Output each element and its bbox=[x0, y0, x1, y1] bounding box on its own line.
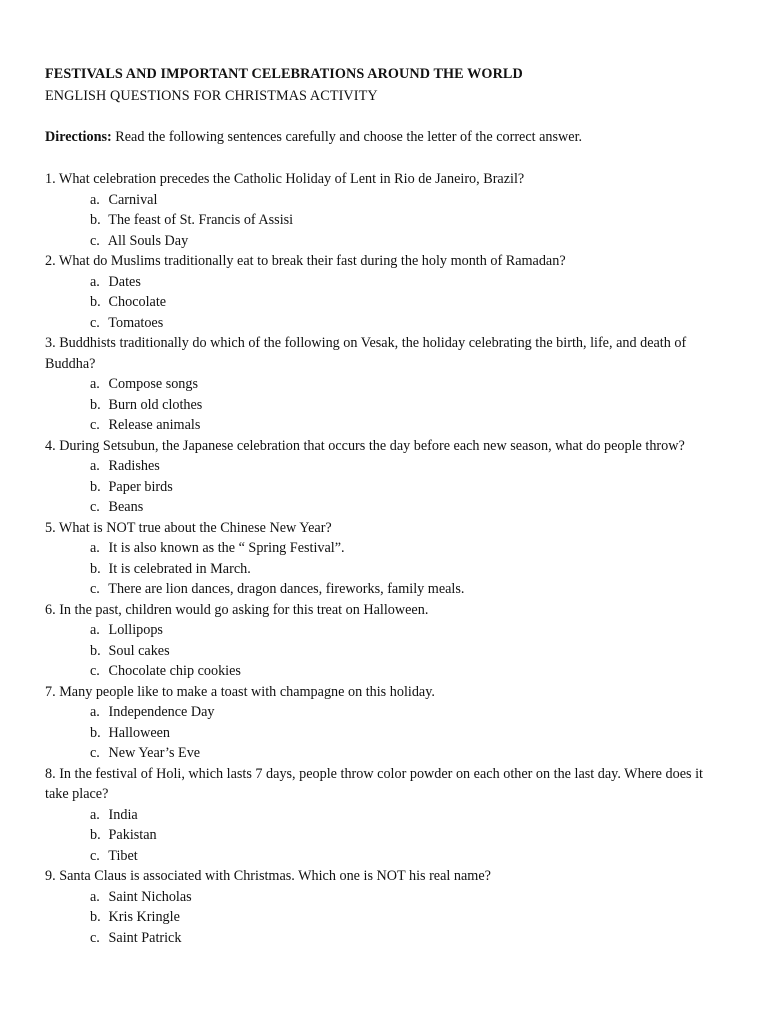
answer-option bbox=[90, 702, 720, 723]
option-text: The feast of St. Francis of Assisi bbox=[108, 212, 294, 228]
option-text: It is also known as the “ Spring Festival”. bbox=[108, 540, 345, 556]
option-text: There are lion dances, dragon dances, fireworks, family meals. bbox=[108, 581, 465, 597]
answer-options bbox=[45, 374, 720, 436]
option-text: Dates bbox=[108, 273, 141, 290]
option-letter: c. bbox=[90, 232, 100, 249]
question-text: 6. In the past, children would go asking for this treat on Halloween. bbox=[45, 601, 429, 618]
option-letter: b. bbox=[90, 294, 101, 310]
option-text: Lollipops bbox=[108, 622, 163, 638]
option-letter: b. bbox=[90, 212, 101, 228]
answer-options bbox=[45, 620, 720, 682]
option-text: Chocolate bbox=[108, 294, 167, 310]
question-9 bbox=[45, 866, 720, 948]
option-letter: b. bbox=[90, 827, 101, 843]
directions-label: Directions: bbox=[45, 129, 112, 145]
answer-options bbox=[45, 538, 720, 600]
question-text: 4. During Setsubun, the Japanese celebration that occurs the day before each new season, what do people throw? bbox=[45, 437, 685, 454]
question-text: 3. Buddhists traditionally do which of the following on Vesak, the holiday celebrating the birth, life, and death of Buddha? bbox=[45, 335, 687, 372]
option-text: Chocolate chip cookies bbox=[108, 663, 241, 679]
option-letter: b. bbox=[90, 396, 101, 413]
option-letter: c. bbox=[90, 499, 100, 515]
answer-option bbox=[90, 538, 720, 559]
option-text: All Souls Day bbox=[107, 232, 189, 249]
option-text: Pakistan bbox=[108, 827, 157, 843]
option-letter: c. bbox=[90, 745, 100, 761]
option-text: Tibet bbox=[108, 847, 138, 864]
answer-option bbox=[90, 723, 720, 744]
option-text: Tomatoes bbox=[108, 314, 164, 331]
option-letter: c. bbox=[90, 314, 100, 331]
option-text: It is celebrated in March. bbox=[108, 560, 251, 577]
option-letter: b. bbox=[90, 642, 101, 659]
answer-option bbox=[90, 210, 720, 231]
option-letter: a. bbox=[90, 888, 100, 905]
question-text: 1. What celebration precedes the Catholic Holiday of Lent in Rio de Janeiro, Brazil? bbox=[45, 171, 525, 187]
answer-option bbox=[90, 641, 720, 662]
answer-options bbox=[45, 805, 720, 867]
option-text: Independence Day bbox=[108, 704, 215, 720]
document-title: FESTIVALS AND IMPORTANT CELEBRATIONS AROUND THE WORLD bbox=[45, 66, 523, 82]
option-letter: b. bbox=[90, 478, 101, 495]
question-6 bbox=[45, 600, 720, 682]
answer-option bbox=[90, 661, 720, 682]
option-text: Carnival bbox=[108, 191, 158, 208]
option-text: Saint Nicholas bbox=[108, 888, 192, 905]
question-2 bbox=[45, 251, 720, 333]
answer-option bbox=[90, 415, 720, 436]
option-text: Saint Patrick bbox=[108, 929, 182, 946]
question-text: 2. What do Muslims traditionally eat to break their fast during the holy month of Ramadan? bbox=[45, 253, 566, 269]
option-text: Release animals bbox=[108, 417, 201, 433]
option-letter: a. bbox=[90, 191, 100, 208]
answer-option bbox=[90, 272, 720, 293]
option-letter: a. bbox=[90, 704, 100, 720]
answer-options bbox=[45, 702, 720, 764]
option-letter: c. bbox=[90, 847, 100, 864]
option-text: India bbox=[108, 806, 138, 823]
question-5 bbox=[45, 518, 720, 600]
option-letter: a. bbox=[90, 806, 100, 823]
answer-option bbox=[90, 579, 720, 600]
question-text: 5. What is NOT true about the Chinese New Year? bbox=[45, 519, 332, 536]
answer-options bbox=[45, 456, 720, 518]
option-text: Radishes bbox=[108, 458, 160, 474]
option-letter: b. bbox=[90, 560, 101, 577]
answer-option bbox=[90, 292, 720, 313]
answer-option bbox=[90, 907, 720, 928]
answer-option bbox=[90, 887, 720, 908]
option-text: New Year’s Eve bbox=[108, 745, 201, 761]
answer-options bbox=[45, 190, 720, 252]
answer-option bbox=[90, 374, 720, 395]
answer-option bbox=[90, 190, 720, 211]
option-letter: a. bbox=[90, 376, 100, 392]
question-7 bbox=[45, 682, 720, 764]
question-list bbox=[45, 169, 720, 948]
option-text: Burn old clothes bbox=[108, 396, 203, 413]
document-subtitle: ENGLISH QUESTIONS FOR CHRISTMAS ACTIVITY bbox=[45, 88, 378, 104]
answer-option bbox=[90, 497, 720, 518]
option-text: Beans bbox=[108, 499, 144, 515]
option-letter: c. bbox=[90, 663, 100, 679]
question-text: 8. In the festival of Holi, which lasts 7 days, people throw color powder on each other on the last day. Where does it take place? bbox=[45, 765, 703, 802]
option-text: Compose songs bbox=[108, 376, 199, 392]
question-text: 9. Santa Claus is associated with Christmas. Which one is NOT his real name? bbox=[45, 868, 491, 884]
answer-option bbox=[90, 313, 720, 334]
question-4 bbox=[45, 436, 720, 518]
option-text: Halloween bbox=[108, 724, 171, 741]
answer-option bbox=[90, 477, 720, 498]
answer-option bbox=[90, 928, 720, 949]
option-letter: a. bbox=[90, 458, 100, 474]
directions-text: Read the following sentences carefully and choose the letter of the correct answer. bbox=[115, 129, 583, 145]
answer-option bbox=[90, 559, 720, 580]
answer-options bbox=[45, 272, 720, 334]
option-letter: c. bbox=[90, 417, 100, 433]
option-letter: a. bbox=[90, 540, 100, 556]
answer-option bbox=[90, 805, 720, 826]
option-text: Soul cakes bbox=[108, 642, 170, 659]
option-letter: c. bbox=[90, 929, 100, 946]
option-letter: a. bbox=[90, 622, 100, 638]
answer-options bbox=[45, 887, 720, 949]
option-letter: c. bbox=[90, 581, 100, 597]
answer-option bbox=[90, 456, 720, 477]
option-text: Paper birds bbox=[108, 478, 173, 495]
option-letter: a. bbox=[90, 273, 100, 290]
answer-option bbox=[90, 231, 720, 252]
option-letter: b. bbox=[90, 724, 101, 741]
answer-option bbox=[90, 743, 720, 764]
answer-option bbox=[90, 825, 720, 846]
answer-option bbox=[90, 620, 720, 641]
question-3 bbox=[45, 333, 720, 436]
directions bbox=[45, 129, 582, 146]
question-1 bbox=[45, 169, 720, 251]
question-text: 7. Many people like to make a toast with champagne on this holiday. bbox=[45, 683, 435, 700]
answer-option bbox=[90, 395, 720, 416]
answer-option bbox=[90, 846, 720, 867]
option-text: Kris Kringle bbox=[108, 909, 180, 925]
question-8 bbox=[45, 764, 720, 867]
option-letter: b. bbox=[90, 909, 101, 925]
